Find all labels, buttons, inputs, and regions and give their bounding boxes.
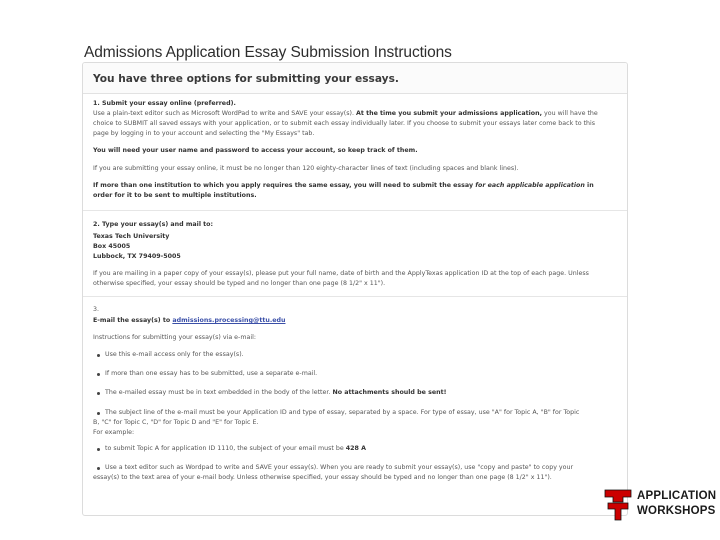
divider <box>83 210 627 211</box>
page-title: Admissions Application Essay Submission Instructions <box>84 44 452 61</box>
bullet-marker <box>97 448 100 451</box>
email-bullet-1: Use this e-mail access only for the essay(s). <box>105 351 244 358</box>
panel-heading: You have three options for submitting your essays. <box>93 73 399 85</box>
logo-text-line1: APPLICATION <box>637 490 717 502</box>
email-bullet-4-line1: The subject line of the e-mail must be your Application ID and type of essay, separated by a space. For type of essay, use "A" for Topic A, "B" for Topic <box>105 409 580 416</box>
mailing-address-line3: Lubbock, TX 79409-5005 <box>93 253 181 260</box>
option3-number: 3. <box>93 306 100 313</box>
logo-text-line2: WORKSHOPS <box>637 505 716 517</box>
option1-length-limit: If you are submitting your essay online, it must be no longer than 120 eighty-character lines of text (including spaces and blank lines). <box>93 165 519 172</box>
option2-paragraph-line2: otherwise specified, your essay should be typed and no longer than one page (8 1/2" x 11"). <box>93 280 386 287</box>
bullet-marker <box>97 373 100 376</box>
mailing-address-line1: Texas Tech University <box>93 233 170 240</box>
panel-header <box>83 63 627 94</box>
admissions-email-link[interactable]: admissions.processing@ttu.edu <box>172 317 286 324</box>
bullet-marker <box>97 354 100 357</box>
option1-paragraph-line3: page by logging in to your account and selecting the "My Essays" tab. <box>93 130 315 137</box>
application-workshops-logo <box>604 488 717 522</box>
instructions-panel <box>82 62 628 516</box>
option1-multi-institution-line2: order for it to be sent to multiple institutions. <box>93 192 257 199</box>
option3-intro: Instructions for submitting your essay(s) via e-mail: <box>93 334 256 341</box>
option1-paragraph-line2: choice to SUBMIT all saved essays with your application, or to submit each essay individually later. If you choose to submit your essays later come back to this <box>93 120 596 127</box>
email-bullet-6-line2: essay(s) to the text area of your e-mail body. Unless otherwise specified, your essay should be typed and no longer than one page (8 1/2" x 11"). <box>93 474 552 481</box>
double-t-logo-icon <box>604 489 632 521</box>
option1-credentials-note: You will need your user name and password to access your account, so keep track of them. <box>93 147 418 154</box>
email-bullet-4-line2: B, "C" for Topic C, "D" for Topic D and "E" for Topic E. <box>93 419 259 426</box>
email-bullet-3: The e-mailed essay must be in text embedded in the body of the letter. No attachments should be sent! <box>105 389 447 396</box>
bullet-marker <box>97 467 100 470</box>
bullet-marker <box>97 412 100 415</box>
email-bullet-2: If more than one essay has to be submitted, use a separate e-mail. <box>105 370 318 377</box>
option2-paragraph-line1: If you are mailing in a paper copy of your essay(s), please put your full name, date of birth and the ApplyTexas application ID at the top of each page. Unless <box>93 270 589 277</box>
email-bullet-6-line1: Use a text editor such as Wordpad to write and SAVE your essay(s). When you are ready to submit your essay(s), use "copy and paste" to copy your <box>105 464 574 471</box>
option1-title: 1. Submit your essay online (preferred). <box>93 100 236 107</box>
option1-paragraph-line1: Use a plain-text editor such as Microsoft WordPad to write and SAVE your essay(s). At the time you submit your admissions application, you will have the <box>93 110 598 117</box>
option3-title: E-mail the essay(s) to admissions.processing@ttu.edu <box>93 317 286 324</box>
email-bullet-5: to submit Topic A for application ID 1110, the subject of your email must be 428 A <box>105 445 366 452</box>
example-label: For example: <box>93 429 135 436</box>
option2-title: 2. Type your essay(s) and mail to: <box>93 221 214 228</box>
mailing-address-line2: Box 45005 <box>93 243 131 250</box>
divider <box>83 296 627 297</box>
bullet-marker <box>97 392 100 395</box>
option1-multi-institution-line1: If more than one institution to which you apply requires the same essay, you will need to submit the essay for each applicable application in <box>93 182 594 189</box>
